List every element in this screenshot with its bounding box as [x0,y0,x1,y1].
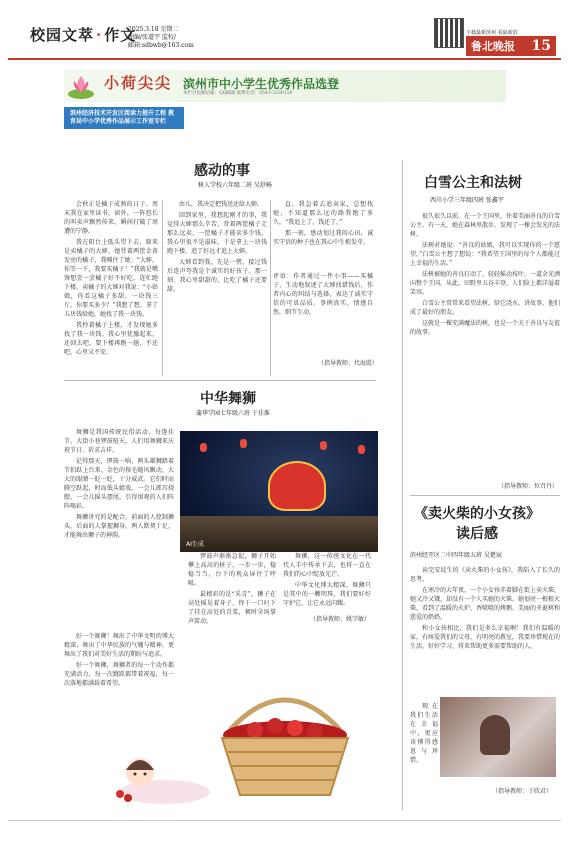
editor-line: 图编/张道宇 监校/ [128,34,176,41]
issue-date: 2025.3.18 星期二 [128,26,179,33]
banner-big-title: 小荷尖尖 [104,74,173,92]
article-body-duhougan-side [410,702,438,767]
paragraph: 好一个舞狮，舞狮者的每一个动作都充满活力，每一次跳跃都带着祝福，每一次落地都满载着希望。 [64,662,174,687]
paragraph: 在寒冷的大年夜，一个小女孩赤着脚在街上卖火柴，她又冷又饿，却没有一个人买她的火柴。她划亮一根根火柴，看到了温暖的火炉、香喷喷的烤鹅、美丽的圣诞树和慈爱的奶奶。 [410,587,561,621]
article-body-col3 [283,552,371,610]
girl-illustration-icon [110,750,210,805]
photo-label: AI生成 [186,541,204,548]
article-body-col2 [188,552,276,628]
reading-girl-icon [480,715,510,755]
mentor-credit: （指导教师：于欣君） [492,788,553,795]
footer-rule [8,820,561,821]
header-rule [8,58,561,60]
reading-photo [440,697,556,777]
column-name: 校园文萃 [30,26,95,44]
column-dot: · [96,26,103,44]
article-author-duhougan: 滨州经开区二中四年级五班 吴楚宸 [410,552,502,559]
lantern-icon [358,445,365,454]
header-info [128,26,194,50]
article-body-duhougan [410,566,560,653]
paragraph: 最精彩的是“采青”，狮子在高处摇晃着身子，终于一口叼下了挂在高处的青菜，顿时全场掌声雷动。 [188,591,276,625]
brand-name: 鲁北晚报 [471,40,515,53]
qr-code-icon[interactable] [434,18,464,48]
paragraph: 白雪公主常常来看望法树，给它浇水、讲故事，他们成了最好的朋友。 [410,300,561,316]
contact-email: 邮箱:sdbwb@163.com [128,42,194,49]
newspaper-brand [466,36,556,56]
banner-subtitle: 本栏目投稿信箱：QQ邮箱 联系电话：0543-3330110 [183,91,293,96]
mentor-credit: （指导教师：位召丹） [498,483,559,490]
mentor-credit: （指导教师：姚学敏） [310,616,371,623]
paragraph: 这就是一棵充满魔法的树，也是一个关于善良与友谊的故事。 [410,320,561,336]
lotus-icon [66,72,96,100]
article-body-col2 [167,200,267,296]
teacher-comment: 评语：作者通过一件小事——买橘子，生动地叙述了大婶找错钱后，作者内心的纠结与选择，表达了诚实守信的可贵品质。事例真实，情感自然，细节生动。 [273,273,373,316]
section-divider [410,495,560,496]
page-number: 15 [531,38,551,54]
article-body-col3 [273,200,373,249]
paragraph: 很久很久以前，在一个王国里，住着美丽善良的白雪公主。有一天，她在森林里散步，发现了一棵会发光的法树。 [410,213,561,238]
paragraph: 和小女孩相比，我们是多么幸福啊！我们有温暖的家，有疼爱我们的父母，有明亮的教室。我要珍惜现在的生活，好好学习，将来帮助更多需要帮助的人。 [410,625,561,650]
lantern-icon [240,439,247,448]
lion-dance-photo [180,431,378,552]
paragraph: 我拎着橘子上楼，才发现她多找了我一块钱。我心里犹豫起来，还回去吧，要下楼再跑一趟，不还吧，心里又不安。 [64,322,158,356]
banner-title: 滨州市中小学生优秀作品选登 [183,77,340,91]
paragraph: 我在阳台上低头望下去，原来是卖橘子的大婶，她背着两筐金黄发亮的橘子，我喊住了她：“大婶，你等一下，我要买橘子！”我就是嘴馋想尝一尝橘子好不好吃，连忙跑下楼。卖橘子的大婶对我说：“小姑娘，你看这橘子多甜，一块钱三斤，你要买多少？”我想了想，拿了五块钱给她，她找了我一块钱。 [64,239,158,318]
paragraph: 好一个舞狮！舞出了中华文明的博大精深，舞出了中华民族的气魄与精神，更舞出了我们对美好生活的期盼与追求。 [64,633,174,658]
paragraph: 锣鼓声渐渐急促，狮子开始攀上高高的桩子，一步一步，稳稳当当，台下的观众屏住了呼吸。 [188,553,276,587]
qr-caption: 下载最新滨州 看最新滨 [466,30,518,36]
paragraph: 由儿，我决定把钱送还给大婶。 [179,201,264,208]
lantern-icon [320,441,327,450]
column-divider [402,160,403,810]
paragraph: 会秋正是橘子成熟的日子。周末我在家里读书，窗外，一阵悠长的叫卖声飘然传来，瞬间打破了周遭的宁静。 [64,201,158,235]
mentor-credit: （指导教师：代海霞） [318,360,379,367]
paragraph: 舞狮，这一传统文化在一代代人手中传承下去，也将一直在我们的心中绽放光芒。 [283,553,371,578]
stage [180,516,378,552]
article-body-col1 [64,200,158,359]
paragraph: 大婶看到我，先是一愣，接过钱后连声夸我是个诚实的好孩子。那一刻，我心里甜甜的，比吃了橘子还要甜。 [167,259,267,293]
article-body-col1 [64,428,174,542]
paragraph: 中华文化博大精深，舞狮只是其中的一颗明珠，我们要好好守护它，让它永远闪耀。 [283,582,371,607]
column-divider [162,200,163,376]
column-title [30,24,136,45]
paragraph: 回到家里，我想起刚才的事，我觉得大婶那么辛苦，背着两筐橘子走那么远卖，一筐橘子才能卖多少钱。我心里很不是滋味，于是拿上一块钱跑下楼，追了好远才追上大婶。 [167,212,267,255]
article-author-baixue: 西川小学三年级四班 张鑫宇 [430,197,504,204]
paragraph: 读完安徒生的《卖火柴的小女孩》，我陷入了长久的思考。 [410,567,560,583]
article-title-duhougan: 《卖火柴的小女孩》读后感 [414,506,540,542]
paragraph: 舞狮是我国传统民俗活动，每逢佳节，大街小巷锣鼓喧天，人们用舞狮来庆祝节日、祈求吉祥。 [64,429,174,454]
article-title-wushi: 中华舞狮 [200,391,256,407]
article-body-col1b [64,632,174,690]
column-divider [270,200,271,376]
paragraph: 那一刻，感动划过我的心田，诚实守信的种子也在我心中生根发芽。 [273,230,373,246]
paragraph: 现在我们生活在幸福中，更应该懂得感恩与珍惜。 [410,703,438,764]
article-body-baixue [410,212,560,339]
paragraph: 法树被她的善良打动了，轻轻摇动枝叶，一道金光洒向整个王国。从此，田野里五谷丰登，人们脸上都洋溢着笑容。 [410,271,561,296]
article-author-wushi: 蒲华学园七年级六班 于佳淮 [196,410,270,417]
lantern-icon [200,443,207,452]
column-sub: 作文 [104,26,137,44]
paragraph: 记得那天，锣鼓一响，两头雄狮踏着节拍跃上台来。金色的鬃毛随风飘动，大大的眼睛一眨一眨，十分威武。它们时而腾空跃起，时而低头嬉戏，一会儿抓耳挠腮，一会儿摇头摆尾，引得围观的人们阵阵喝彩。 [64,458,174,510]
cherry-basket-icon [210,690,360,800]
section-divider [64,380,376,381]
program-ribbon: 滨州经济技术开发区阅读力提升工程 教育局中小学优秀作品展示工作室专栏 [64,107,184,129]
article-title-baixue: 白雪公主和法树 [424,175,522,191]
paragraph: 舞狮讲究的是配合。前面的人控制狮头，后面的人掌握狮身，两人默契十足，才能舞出狮子的神韵。 [64,514,174,539]
paragraph: 直，我急着去追卖家，总想找她，不知道那么远的路我跑了多久。“我追上了，钱还了。” [273,201,373,226]
article-author-gandong: 树人学校六年级二班 吴舒畅 [198,182,272,189]
paragraph: 法树对她说：“善良的姑娘，我可以实现你的一个愿望。”白雪公主想了想说：“我希望王国里的每个人都能过上幸福的生活。” [410,242,560,267]
lion-head-icon [268,461,326,511]
article-title-gandong: 感动的事 [194,163,250,179]
